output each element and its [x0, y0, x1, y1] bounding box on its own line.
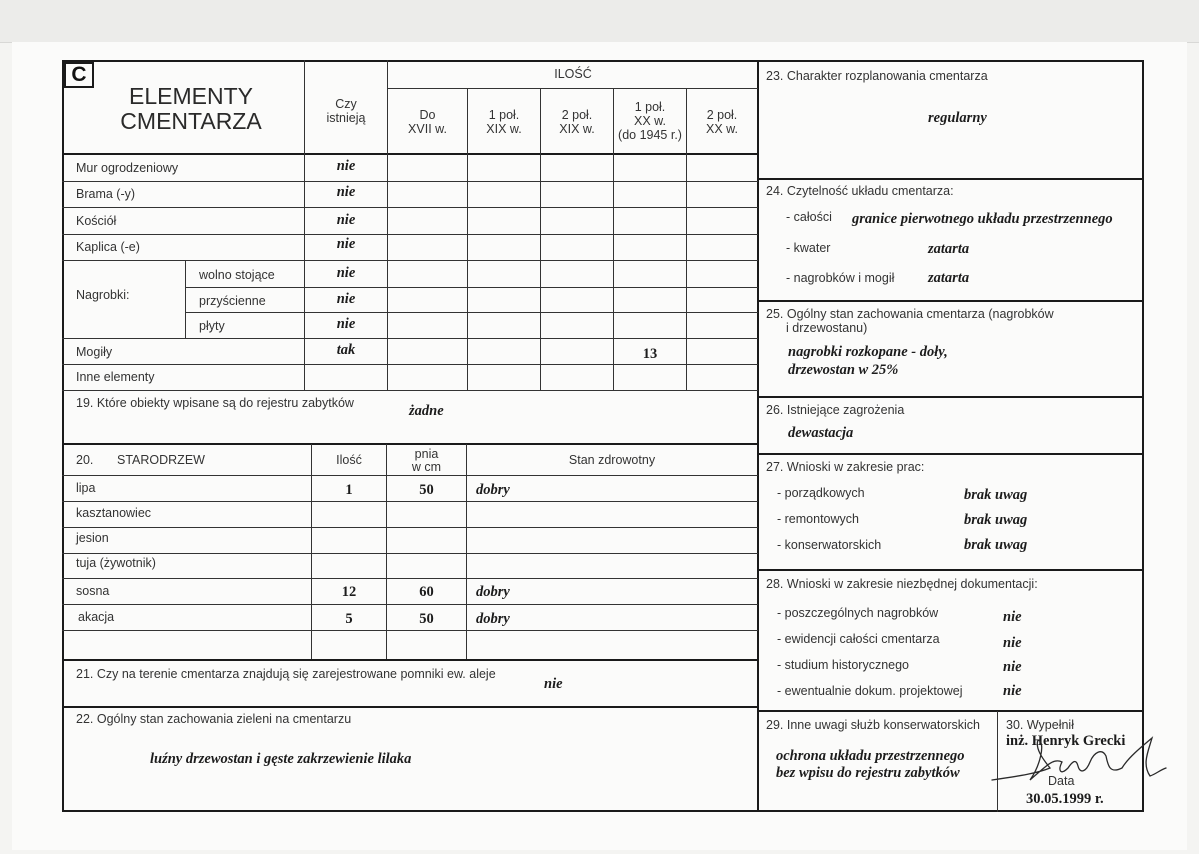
element-label-freestanding: wolno stojące [199, 268, 275, 282]
header-title-line1: ELEMENTY [129, 83, 253, 109]
trees-title: STARODRZEW [117, 453, 205, 467]
period-5-line1: 2 poł. [706, 108, 738, 122]
q27-item-label-repair: - remontowych [777, 512, 859, 526]
gravestones-label: Nagrobki: [76, 288, 130, 302]
form-frame [62, 60, 1144, 812]
element-label-other: Inne elementy [76, 370, 155, 384]
tree-health-acacia: dobry [476, 611, 510, 627]
trees-num: 20. [76, 453, 94, 467]
q24-item-label-graves: - nagrobków i mogił [786, 271, 895, 285]
q28-item-label-gravestones: - poszczególnych nagrobków [777, 606, 939, 620]
q21-answer: nie [544, 676, 563, 692]
element-exists-church: nie [336, 212, 356, 228]
element-exists-slabs: nie [336, 316, 356, 332]
q29-answer-line1: ochrona układu przestrzennego [776, 748, 965, 764]
period-3-line2: XIX w. [559, 122, 595, 136]
scan-top-band [0, 0, 1199, 43]
q24-item-answer-quarters: zatarta [928, 241, 970, 257]
tree-count-linden: 1 [345, 482, 353, 498]
tree-trunk-linden: 50 [419, 482, 434, 498]
q27-item-answer-repair: brak uwag [964, 512, 1028, 528]
header-quantity: ILOŚĆ [554, 67, 592, 81]
q27-item-answer-conservation: brak uwag [964, 537, 1028, 553]
q30-date-label: Data [1048, 774, 1075, 788]
q25-answer-line1: nagrobki rozkopane - doły, [788, 344, 948, 360]
q29-answer-line2: bez wpisu do rejestru zabytków [776, 765, 960, 781]
element-label-gate: Brama (-y) [76, 187, 136, 201]
tree-health-pine: dobry [476, 584, 510, 600]
q28-item-label-registry: - ewidencji całości cmentarza [777, 632, 940, 646]
q28-item-answer-history: nie [1003, 659, 1022, 675]
period-3-line1: 2 poł. [561, 108, 593, 122]
q28-label: 28. Wnioski w zakresie niezbędnej dokumentacji: [766, 577, 1038, 591]
element-label-wall-mounted: przyścienne [199, 294, 266, 308]
element-label-graves: Mogiły [76, 345, 113, 359]
header-title-line2: CMENTARZA [120, 108, 262, 134]
period-4-line3: (do 1945 r.) [618, 128, 682, 142]
q27-item-label-cleanup: - porządkowych [777, 486, 865, 500]
element-exists-freestanding: nie [336, 265, 356, 281]
q27-item-answer-cleanup: brak uwag [964, 487, 1028, 503]
handwritten-signature [990, 718, 1170, 798]
q26-label: 26. Istniejące zagrożenia [766, 403, 905, 417]
tree-count-pine: 12 [341, 584, 357, 600]
q22-answer: luźny drzewostan i gęste zakrzewienie lilaka [150, 751, 412, 767]
q28-item-label-history: - studium historycznego [777, 658, 910, 672]
tree-name-acacia: akacja [78, 610, 115, 624]
q30-date: 30.05.1999 r. [1026, 791, 1104, 807]
tree-trunk-pine: 60 [419, 584, 434, 600]
q26-answer: dewastacja [788, 425, 854, 441]
element-count-graves: 13 [642, 346, 658, 362]
q24-item-label-whole: - całości [786, 210, 832, 224]
element-label-chapel: Kaplica (-e) [76, 240, 140, 254]
trees-col-trunk-line1: pnia [414, 447, 439, 461]
period-1-line1: Do [419, 108, 436, 122]
q28-item-label-project: - ewentualnie dokum. projektowej [777, 684, 963, 698]
section-letter: C [64, 62, 94, 88]
trees-col-health: Stan zdrowotny [568, 453, 656, 467]
element-label-church: Kościół [76, 214, 117, 228]
header-exists-line1: Czy [335, 97, 357, 111]
period-4-line2: XX w. [634, 114, 666, 128]
q22-label: 22. Ogólny stan zachowania zieleni na cmentarzu [76, 712, 352, 726]
q27-label: 27. Wnioski w zakresie prac: [766, 460, 925, 474]
element-exists-chapel: nie [336, 236, 356, 252]
q27-item-label-conservation: - konserwatorskich [777, 538, 882, 552]
q30-label: 30. Wypełnił [1006, 718, 1074, 732]
tree-name-chestnut: kasztanowiec [76, 506, 152, 520]
element-exists-wall-mounted: nie [336, 291, 356, 307]
tree-name-thuja: tuja (żywotnik) [76, 556, 156, 570]
q28-item-answer-gravestones: nie [1003, 609, 1022, 625]
element-label-slabs: płyty [199, 319, 225, 333]
tree-health-linden: dobry [476, 482, 510, 498]
q23-label: 23. Charakter rozplanowania cmentarza [766, 69, 988, 83]
q24-item-answer-graves: zatarta [928, 270, 970, 286]
header-exists-line2: istnieją [326, 111, 366, 125]
trees-col-count: Ilość [336, 453, 362, 467]
period-1-line2: XVII w. [408, 122, 447, 136]
tree-name-pine: sosna [76, 584, 110, 598]
trees-col-trunk-line2: w cm [411, 460, 442, 474]
q29-label: 29. Inne uwagi służb konserwatorskich [766, 718, 981, 732]
q21-label: 21. Czy na terenie cmentarza znajdują się zarejestrowane pomniki ew. aleje [76, 667, 496, 681]
period-4-line1: 1 poł. [634, 100, 666, 114]
q24-label: 24. Czytelność układu cmentarza: [766, 184, 954, 198]
element-label-wall: Mur ogrodzeniowy [76, 161, 179, 175]
q24-item-label-quarters: - kwater [786, 241, 831, 255]
q28-item-answer-project: nie [1003, 683, 1022, 699]
q30-name: inż. Henryk Grecki [1006, 733, 1126, 749]
q25-label-line2: i drzewostanu) [786, 321, 868, 335]
q19-label: 19. Które obiekty wpisane są do rejestru zabytków [76, 396, 354, 410]
period-2-line1: 1 poł. [488, 108, 520, 122]
tree-trunk-acacia: 50 [419, 611, 434, 627]
element-exists-gate: nie [336, 184, 356, 200]
period-5-line2: XX w. [706, 122, 738, 136]
q25-answer-line2: drzewostan w 25% [788, 362, 899, 378]
q28-item-answer-registry: nie [1003, 635, 1022, 651]
tree-name-linden: lipa [76, 481, 96, 495]
q25-label-line1: 25. Ogólny stan zachowania cmentarza (nagrobków [766, 307, 1054, 321]
element-exists-wall: nie [336, 158, 356, 174]
element-exists-graves: tak [336, 342, 356, 358]
q19-answer: żadne [409, 403, 444, 419]
q24-item-answer-whole: granice pierwotnego układu przestrzennego [852, 211, 1113, 227]
tree-count-acacia: 5 [345, 611, 353, 627]
q23-answer: regularny [928, 110, 987, 126]
period-2-line2: XIX w. [486, 122, 522, 136]
tree-name-ash: jesion [76, 531, 109, 545]
